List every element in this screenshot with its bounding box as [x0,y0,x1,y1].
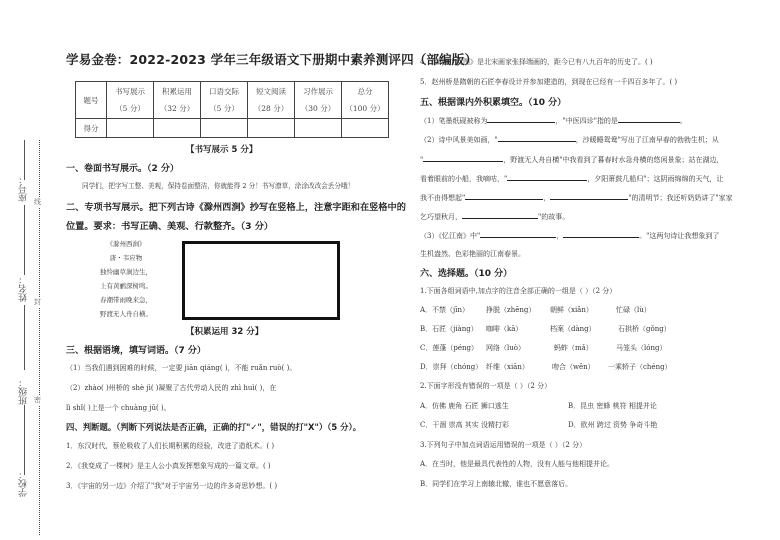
option-word: 吻合（wěn） [552,363,595,371]
col-points: （100 分） [345,104,385,113]
blank-input[interactable] [498,133,576,142]
q3-line3: lì shǐ( )上是一个 chuàng jǔ( )。 [66,404,171,412]
q5-line-6 [420,210,569,222]
poem-line: 独怜幽草涧边生， [100,268,152,276]
row-label-score: 得分 [76,119,107,138]
col-oral [201,82,248,119]
name-line[interactable] [24,305,25,370]
q5-line-2 [420,133,719,145]
text: 我不由得想起" [420,194,466,202]
col-name: 习作展示 [303,87,333,96]
text: ，夕阳箫鼓几船归"；这阴雨绵绵的天气，让 [587,175,724,183]
text: "的故事。 [538,213,570,221]
name-label: 姓名： [19,275,29,302]
text: ，野渡无人舟自横"中我看到了暮春时水急舟横的悠闲景象；站在湖边， [503,156,724,164]
q5-line-5 [420,191,733,203]
option-word: 马笼头（lóng） [616,344,667,352]
banner-accumulate: 【积累运用 32 分】 [186,327,264,337]
col-writing [107,82,154,119]
col-total [342,82,389,119]
q4-item-5: 5．赵州桥是隋朝的石匠李春设计并参加建造的，到现在已经有一千四百多年了。( ) [420,78,678,86]
q6-2-option-b: B．昆虫 密蜂 桃符 相提并论 [568,402,657,410]
col-accumulate [154,82,201,119]
blank-input[interactable] [462,210,538,219]
blank-input[interactable] [423,153,503,162]
q4-item-1: 1．东汉时代，蔡伦吸收了人们长期积累的经验，改进了造纸术。( ) [66,442,275,450]
poem-title: 《滁州西涧》 [106,240,146,248]
text: "的清明节；我还听奶奶讲了"家家 [628,194,733,202]
text: " [420,156,424,164]
option-word: 挣脱（zhēng） [486,306,536,314]
q6-3-option-a: A．在当时，他是最具代表性的人物，没有人能与他相提并论。 [420,460,615,468]
option-word: 蚂蚱（mǎ） [554,344,593,352]
seat-number-label: 座号： [19,175,29,202]
score-cell[interactable] [342,119,389,138]
col-name: 书写展示 [115,87,145,96]
option-word: C．莲蓬（péng） [420,344,478,352]
text: （2）诗中风景美如画，" [420,136,498,144]
col-composition [295,82,342,119]
q6-title: 六、选择题。（10 分） [420,269,513,279]
q4-title: 四、判断题。（判断下列说法是否正确，正确的打"✓"，错误的打"X"）（5 分）。 [66,422,362,432]
q5-line-3 [420,153,723,165]
score-cell[interactable] [248,119,295,138]
q4-item-4: 4．《清明上河图》是北宋画家张择端画的，距今已有八九百年的历史了。( ) [420,58,653,66]
q4-item-3: 3．《宇宙的另一边》介绍了"我"对于宇宙另一边的许多奇思妙想。( ) [66,482,278,490]
col-name: 短文阅读 [256,87,286,96]
option-word: 一乘轿子（chéng） [608,363,672,371]
score-cell[interactable] [201,119,248,138]
col-name: 总分 [357,87,373,96]
text: ，"中医四诊"指的是 [555,117,618,125]
score-cell[interactable] [295,119,342,138]
score-cell[interactable] [107,119,154,138]
exam-title: 学易金卷：2022-2023 学年三年级语文下册期中素养测评四（部编版） [66,52,478,67]
text: （3）《忆江南》中" [420,232,481,240]
col-name: 口语交际 [209,87,239,96]
text: ， [556,232,564,240]
option-word: 朝鲜（xiǎn） [550,306,593,314]
text: （1）笔墨纸砚被称为 [420,117,488,125]
blank-input[interactable] [487,114,555,123]
q6-1-stem: 1.下面各组词语中,加点字的注音全部正确的一组是（ ）（2 分） [420,287,617,295]
blank-input[interactable] [563,229,639,238]
writing-grid-box[interactable] [182,241,340,320]
option-word: 网络（luò） [486,344,525,352]
text: 。"这两句诗让我想象到了 [639,232,720,240]
seal-char-feng: 封 [34,298,41,306]
q2-title-line2: 位置。要求：书写正确、美观、行款整齐。（3 分） [66,221,274,232]
col-points: （32 分） [159,104,195,113]
binding-margin [0,0,60,540]
q3-line1: （1）当我们遇到困难的时候，一定要 jiān qiáng( )，不能 ruǎn ruò( )。 [66,364,297,372]
q5-line-7 [420,229,719,241]
q6-2-option-a: A．仿佛 鹿角 石匠 狮口逃生 [420,402,509,410]
text: ，沙暖睡鸳鸯"写出了江南早春的勃勃生机；从 [575,136,719,144]
seal-char-mi: 密 [34,396,41,404]
option-word: 石拱桥（gǒng） [618,325,671,333]
option-word: 咖啡（kā） [486,325,523,333]
option-word: 档案（dàng） [550,325,596,333]
col-points: （5 分） [115,104,145,113]
poem-author: 唐・韦应物 [109,254,143,262]
q5-line-1 [420,114,687,126]
rule-line [24,140,25,180]
q5-line-4 [420,172,723,184]
option-word: 纤维（xiān） [486,363,529,371]
col-reading [248,82,295,119]
option-word: 忙碌（lù） [616,306,651,314]
banner-writing: 【书写展示 5 分】 [186,145,258,155]
q6-3-stem: 3.下列句子中加点词语运用错误的一项是（ ）（2 分） [420,441,587,449]
poem-line: 春潮带雨晚来急， [100,296,152,304]
blank-input[interactable] [550,191,628,200]
blank-input[interactable] [618,114,680,123]
class-label: 班级： [19,378,29,405]
poem-line: 上有黄鹂深树鸣。 [100,282,152,290]
q2-title-line1: 二、专项书写展示。把下列古诗《滁州西涧》抄写在竖格上，注意字距和在竖格中的 [66,202,406,213]
text: 看着眼前的小船，我嘀咕，" [420,175,508,183]
score-table [75,81,389,138]
q1-title: 一、卷面书写展示。（2 分） [66,164,179,174]
poem [96,237,156,321]
q4-item-2: 2．《我变成了一棵树》是主人公小真发挥想象写成的一篇文章。( ) [66,462,271,470]
row-label-question: 题号 [76,82,107,119]
blank-input[interactable] [507,172,587,181]
q5-title: 五、根据课内外积累填空。（10 分） [420,98,567,108]
seal-char-xian: 线 [34,198,41,206]
q1-text: 同学们，把字写工整、美观，保持卷面整洁，你就能得 2 分！书写潦草，涂涂改改会丢分哦！ [82,182,355,190]
q3-line2: （2）zhào( )州桥的 shè jì( )凝聚了古代劳动人民的 zhì huì( )，在 [66,384,277,392]
col-points: （30 分） [300,104,336,113]
text: 乞巧望秋月， [420,213,462,221]
option-word: D．崇拜（chóng） [420,363,483,371]
q3-title: 三、根据语境，填写词语。（7 分） [66,346,206,356]
q5-line-8: 生机盎然、色彩艳丽的江南春景。 [420,250,525,258]
col-points: （5 分） [209,104,239,113]
seat-number-line[interactable] [24,205,25,275]
option-word: B．石匠（jiàng） [420,325,478,333]
score-cell[interactable] [154,119,201,138]
col-points: （28 分） [253,104,289,113]
blank-input[interactable] [465,191,543,200]
text: 。 [679,117,687,125]
text: ， [543,194,551,202]
q6-2-stem: 2.下面字形没有错误的一项是（ ）（2 分） [420,382,552,390]
blank-input[interactable] [480,229,556,238]
col-name: 积累运用 [162,87,192,96]
option-word: A．不禁（jīn） [420,306,469,314]
poem-line: 野渡无人舟自横。 [100,310,152,318]
q6-2-option-c: C．干涸 崇高 其实 没精打彩 [420,421,510,429]
school-label: 学校： [19,470,29,497]
q6-3-option-b: B．同学们在学习上南辕北辙，谁也不愿意落后。 [420,480,573,488]
q6-2-option-d: D．欧州 跨过 资势 争奇斗艳 [568,421,658,429]
class-line[interactable] [24,405,25,475]
